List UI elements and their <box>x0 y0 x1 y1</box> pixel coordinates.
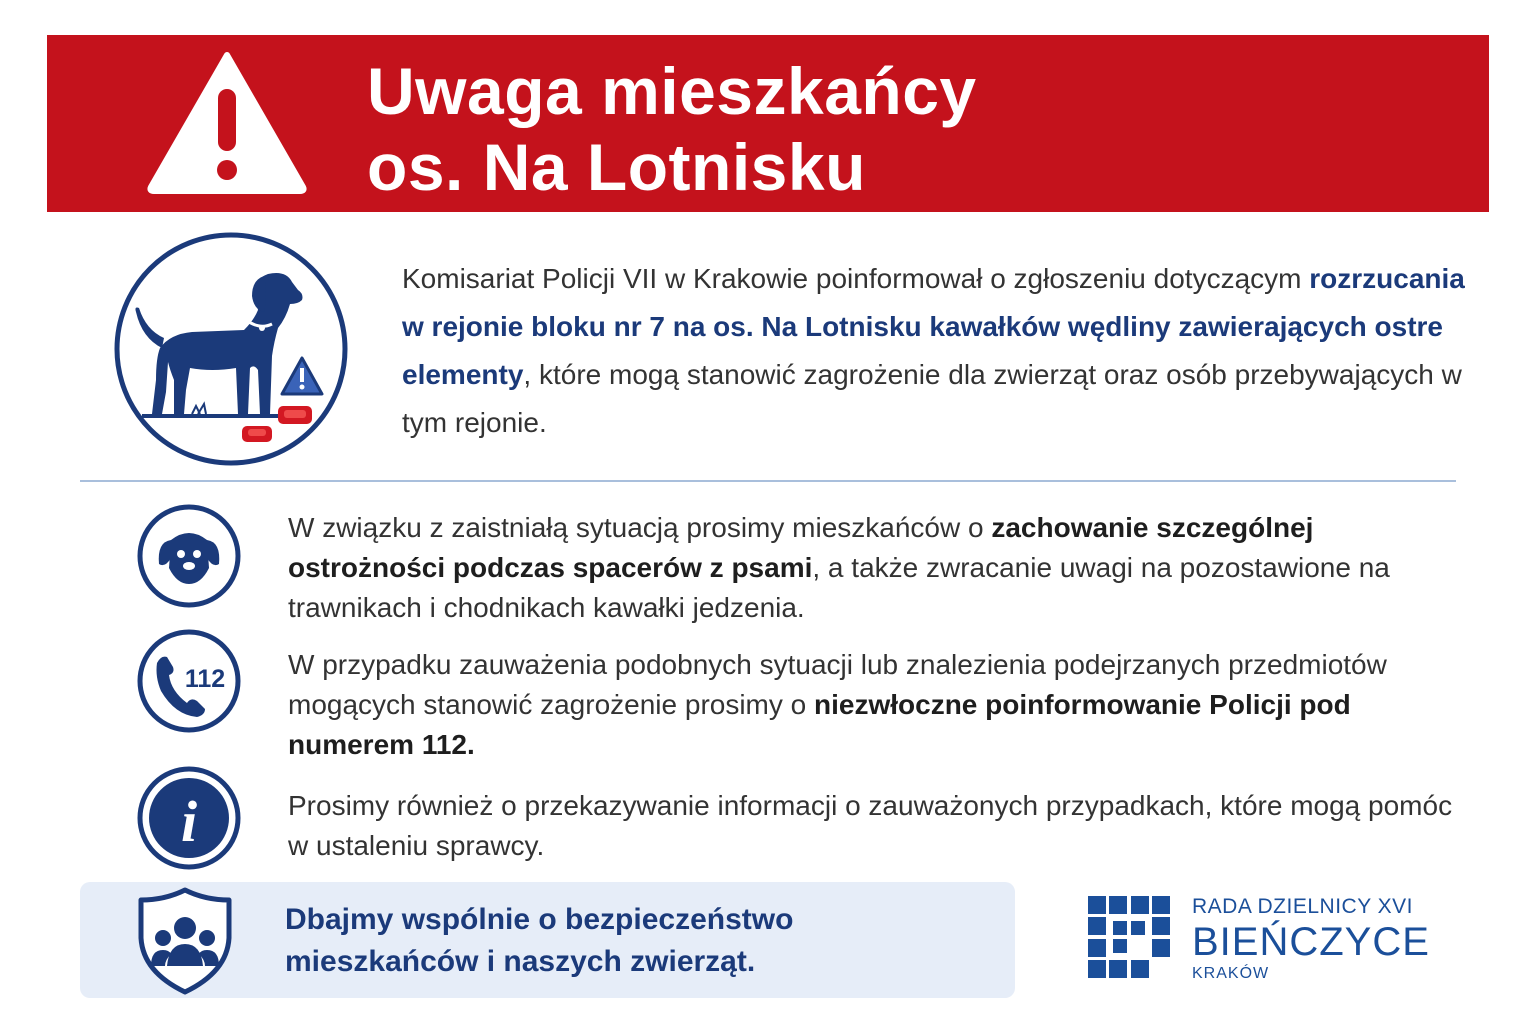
dog-face-icon <box>135 502 243 610</box>
slogan-line-2: mieszkańców i naszych zwierząt. <box>285 945 756 978</box>
logo-text <box>1192 894 1430 984</box>
info-icon <box>135 764 243 872</box>
intro-text-1: Komisariat Policji VII w Krakowie poinformował o zgłoszeniu dotyczącym <box>402 263 1310 294</box>
footer-slogan-box <box>80 882 1015 998</box>
logo-line-3: KRAKÓW <box>1192 965 1270 982</box>
info-icon-label: i <box>180 789 198 854</box>
title-line-1: Uwaga mieszkańcy <box>367 54 977 128</box>
section-divider <box>80 480 1456 482</box>
page-title <box>367 53 977 205</box>
item-3-text-1: Prosimy również o przekazywanie informacji o zauważonych przypadkach, które mogą pomóc w ustaleniu sprawcy. <box>288 790 1453 861</box>
logo-line-2: BIEŃCZYCE <box>1192 920 1430 964</box>
phone-112-label: 112 <box>184 665 226 693</box>
intro-bold: rozrzucania w rejonie bloku nr 7 na os. Na Lotnisku kawałków wędliny zawierających ostre elementy <box>402 263 1465 390</box>
intro-paragraph <box>402 255 1482 447</box>
item-2-bold: niezwłoczne poinformowanie Policji pod numerem 112. <box>288 689 1351 760</box>
header-banner <box>47 35 1489 212</box>
slogan <box>285 899 793 983</box>
title-line-2: os. Na Lotnisku <box>367 130 866 204</box>
warning-triangle-icon <box>147 49 307 194</box>
item-1-bold: zachowanie szczególnej ostrożności podczas spacerów z psami <box>288 512 1314 583</box>
item-1-text-1: W związku z zaistniałą sytuacją prosimy mieszkańców o <box>288 512 992 543</box>
item-paragraph-1 <box>288 508 1468 628</box>
item-paragraph-2 <box>288 645 1468 765</box>
slogan-line-1: Dbajmy wspólnie o bezpieczeństwo <box>285 903 794 936</box>
item-1-text-2: , a także zwracanie uwagi na pozostawione na trawnikach i chodnikach kawałki jedzenia. <box>288 552 1390 623</box>
logo-line-1: RADA DZIELNICY XVI <box>1192 895 1414 918</box>
phone-112-icon <box>135 627 243 735</box>
item-2-text-1: W przypadku zauważenia podobnych sytuacji lub znalezienia podejrzanych przedmiotów mogących stanowić zagrożenie prosimy o <box>288 649 1387 720</box>
shield-people-icon <box>135 886 235 996</box>
dog-with-hazard-icon <box>112 230 350 468</box>
intro-text-2: , które mogą stanowić zagrożenie dla zwierząt oraz osób przebywających w tym rejonie. <box>402 359 1462 438</box>
bienczyce-logo-icon <box>1088 896 1170 978</box>
item-paragraph-3 <box>288 786 1468 866</box>
